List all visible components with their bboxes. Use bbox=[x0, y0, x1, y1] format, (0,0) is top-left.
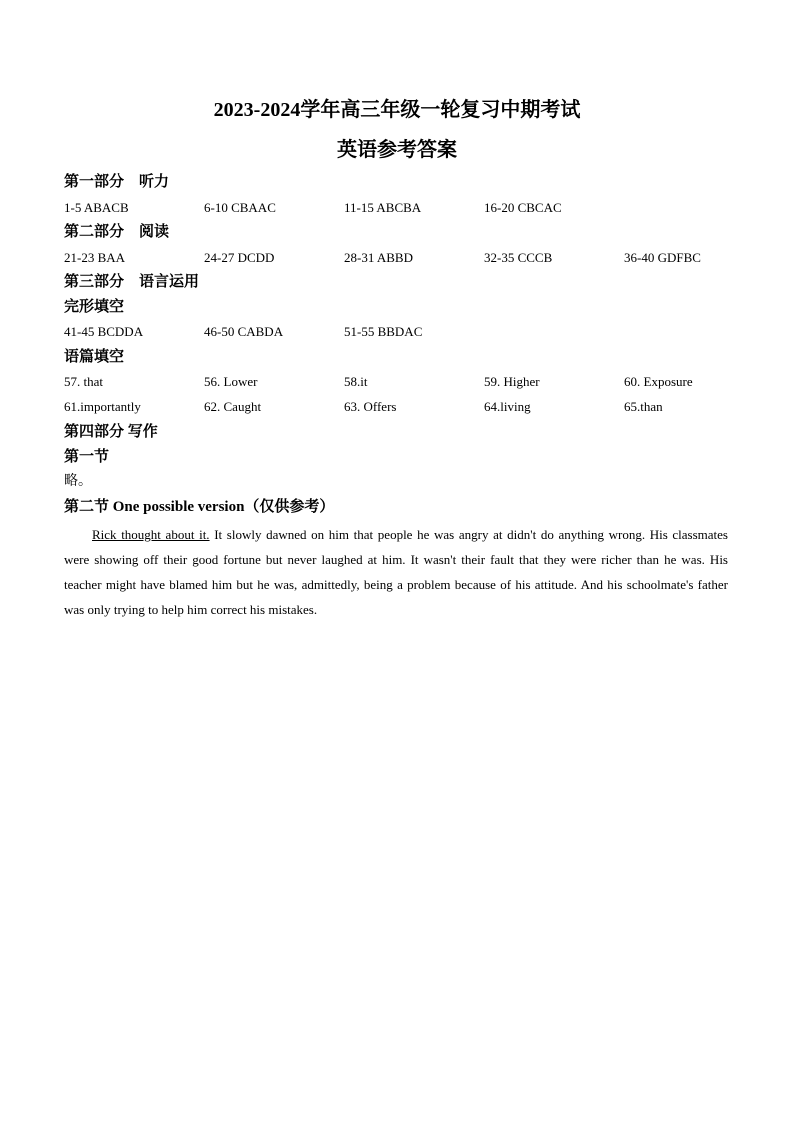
answer-item: 60. Exposure bbox=[624, 374, 693, 389]
answer-item: 56. Lower bbox=[204, 374, 258, 389]
part2-heading: 第二部分 阅读 bbox=[64, 224, 170, 240]
section2-heading: 第二节 One possible version（仅供参考） bbox=[64, 499, 335, 515]
part3-heading: 第三部分 语言运用 bbox=[64, 274, 200, 290]
document-subtitle: 英语参考答案 bbox=[337, 139, 457, 161]
answer-item: 65.than bbox=[624, 399, 663, 414]
part2-answer-row bbox=[0, 249, 794, 267]
answer-item: 63. Offers bbox=[344, 399, 397, 414]
answer-item: 61.importantly bbox=[64, 399, 141, 414]
grammar-fill-row bbox=[0, 398, 794, 416]
essay-lead-sentence: Rick thought about it. bbox=[92, 527, 210, 542]
answer-group: 21-23 BAA bbox=[64, 250, 126, 265]
answer-group: 1-5 ABACB bbox=[64, 200, 129, 215]
document-title: 2023-2024学年高三年级一轮复习中期考试 bbox=[213, 99, 581, 121]
answer-group: 32-35 CCCB bbox=[484, 250, 553, 265]
answer-item: 57. that bbox=[64, 374, 103, 389]
answer-item: 58.it bbox=[344, 374, 368, 389]
answer-group: 36-40 GDFBC bbox=[624, 250, 701, 265]
answer-group: 51-55 BBDAC bbox=[344, 324, 423, 339]
answer-item: 62. Caught bbox=[204, 399, 262, 414]
answer-group: 11-15 ABCBA bbox=[344, 200, 422, 215]
answer-group: 24-27 DCDD bbox=[204, 250, 275, 265]
cloze-heading: 完形填空 bbox=[64, 299, 125, 315]
part1-heading: 第一部分 听力 bbox=[64, 174, 170, 190]
answer-group: 46-50 CABDA bbox=[204, 324, 284, 339]
part1-answer-row bbox=[0, 199, 794, 217]
essay-body: It slowly dawned on him that people he was angry at didn't do anything wrong. His classmates were showing off their good fortune but never laughed at him. It wasn't their fault that they were richer than he was. His teacher might have blamed him but he was, admittedly, being a problem because of his attitude. And his schoolmate's father was only trying to help him correct his mistakes. bbox=[64, 527, 728, 617]
part4-heading: 第四部分 写作 bbox=[64, 424, 158, 440]
answer-item: 64.living bbox=[484, 399, 531, 414]
answer-group: 16-20 CBCAC bbox=[484, 200, 562, 215]
sample-essay bbox=[64, 522, 728, 622]
grammar-fill-row bbox=[0, 373, 794, 391]
cloze-answer-row bbox=[0, 323, 794, 341]
answer-group: 28-31 ABBD bbox=[344, 250, 413, 265]
section1-body: 略。 bbox=[64, 474, 92, 489]
section1-heading: 第一节 bbox=[64, 449, 110, 465]
answer-item: 59. Higher bbox=[484, 374, 540, 389]
answer-group: 6-10 CBAAC bbox=[204, 200, 276, 215]
grammar-fill-heading: 语篇填空 bbox=[64, 349, 125, 365]
answer-group: 41-45 BCDDA bbox=[64, 324, 144, 339]
